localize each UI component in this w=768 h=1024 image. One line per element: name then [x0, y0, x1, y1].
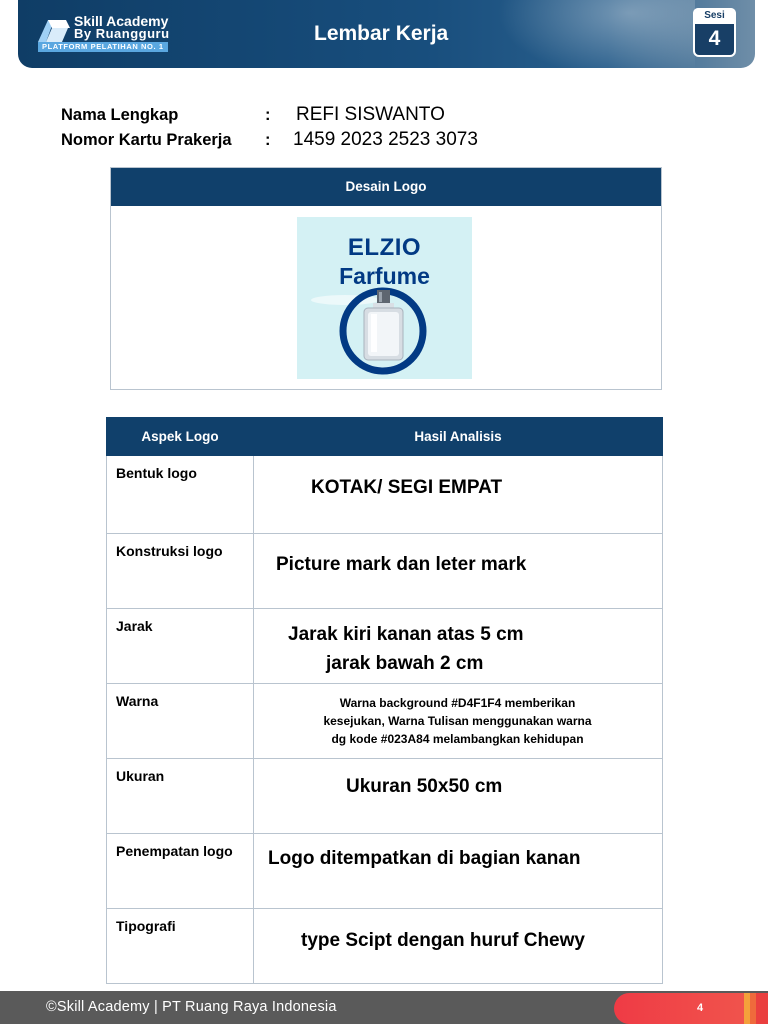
- elzio-logo-image: [297, 217, 472, 379]
- result-cell: [254, 534, 663, 609]
- table-row: [107, 759, 663, 834]
- card-row: [61, 128, 501, 152]
- result-text: Picture mark dan leter mark: [276, 554, 527, 575]
- brand-name: Skill Academy: [74, 13, 169, 29]
- card-value: 1459 2023 2523 3073: [293, 129, 478, 150]
- table-row: [107, 534, 663, 609]
- table-row: [107, 834, 663, 909]
- aspect-cell: Tipografi: [107, 909, 254, 984]
- aspect-column-header: Aspek Logo: [107, 418, 254, 456]
- result-column-header: Hasil Analisis: [254, 418, 663, 456]
- aspect-cell: Bentuk logo: [107, 456, 254, 534]
- logo-brand-text: ELZIO: [347, 234, 422, 261]
- session-badge: [693, 8, 736, 57]
- result-text-block: [254, 694, 661, 748]
- aspect-cell: Konstruksi logo: [107, 534, 254, 609]
- name-label: Nama Lengkap: [61, 106, 179, 124]
- card-colon: :: [265, 131, 271, 149]
- aspect-cell: Jarak: [107, 609, 254, 684]
- result-text: jarak bawah 2 cm: [326, 653, 484, 674]
- result-line: dg kode #023A84 melambangkan kehidupan: [331, 732, 584, 746]
- card-label: Nomor Kartu Prakerja: [61, 131, 232, 149]
- table-row: [107, 684, 663, 759]
- footer-stripe: [744, 993, 768, 1024]
- result-line: Warna background #D4F1F4 memberikan: [339, 696, 576, 710]
- aspect-cell: Penempatan logo: [107, 834, 254, 909]
- footer-copyright: ©Skill Academy | PT Ruang Raya Indonesia: [46, 999, 337, 1015]
- aspect-cell: Warna: [107, 684, 254, 759]
- table-row: [107, 609, 663, 684]
- result-text: KOTAK/ SEGI EMPAT: [311, 477, 503, 498]
- table-row: [107, 909, 663, 984]
- logo-analysis-table: [106, 417, 663, 984]
- perfume-bottle-icon: [297, 287, 472, 379]
- logo-design-heading: Desain Logo: [111, 168, 661, 206]
- result-cell: [254, 759, 663, 834]
- result-text: Ukuran 50x50 cm: [346, 776, 503, 797]
- result-cell: [254, 684, 663, 759]
- header-decoration: [475, 0, 695, 68]
- brand-logo: [38, 14, 208, 54]
- result-cell: [254, 609, 663, 684]
- result-cell: [254, 456, 663, 534]
- table-header-row: [107, 418, 663, 456]
- page-number: 4: [696, 1002, 704, 1014]
- brand-tagline: PLATFORM PELATIHAN NO. 1: [38, 42, 168, 52]
- result-cell: [254, 834, 663, 909]
- page-footer: [0, 991, 768, 1024]
- table-row: [107, 456, 663, 534]
- logo-product-text: Farfume: [339, 263, 430, 289]
- page-header: [18, 0, 755, 68]
- footer-page-pill: [614, 993, 744, 1024]
- result-text: Logo ditempatkan di bagian kanan: [268, 848, 581, 869]
- result-text: type Scipt dengan huruf Chewy: [301, 930, 585, 951]
- skill-academy-icon: [38, 16, 70, 42]
- result-text: Jarak kiri kanan atas 5 cm: [288, 624, 524, 645]
- result-line: kesejukan, Warna Tulisan menggunakan warna: [323, 714, 592, 728]
- logo-design-box: [110, 167, 662, 390]
- name-row: [61, 103, 501, 127]
- name-colon: :: [265, 106, 271, 124]
- name-value: REFI SISWANTO: [296, 104, 445, 125]
- session-label: Sesi: [693, 8, 736, 24]
- result-cell: [254, 909, 663, 984]
- session-number: 4: [708, 27, 721, 50]
- page-title: Lembar Kerja: [314, 22, 449, 45]
- brand-sub: By Ruangguru: [74, 26, 170, 41]
- aspect-cell: Ukuran: [107, 759, 254, 834]
